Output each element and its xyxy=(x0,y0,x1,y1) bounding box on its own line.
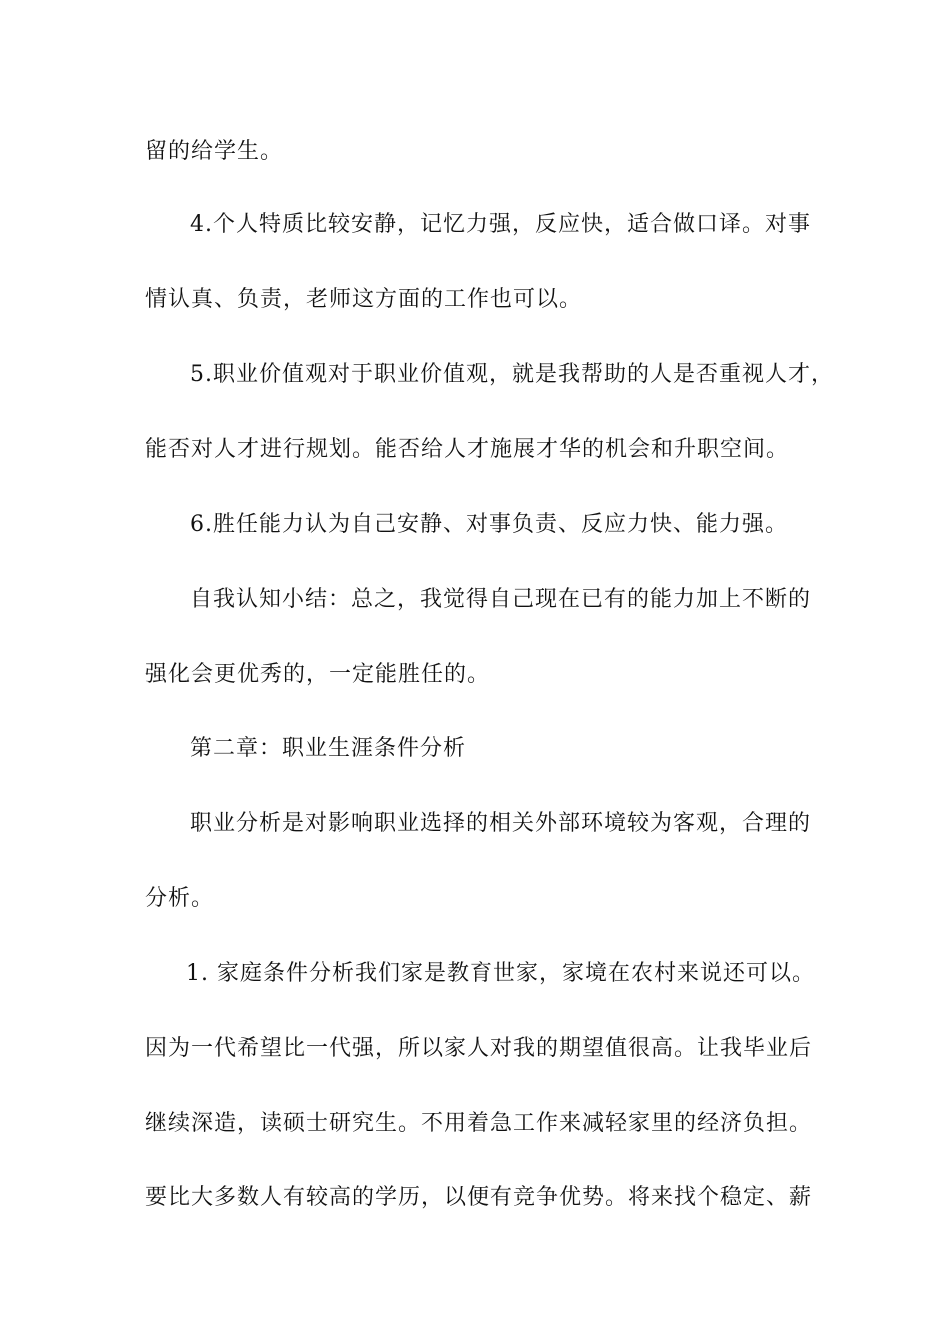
text-line-7: 自我认知小结：总之，我觉得自己现在已有的能力加上不断的 xyxy=(190,587,812,612)
text-line-8: 强化会更优秀的，一定能胜任的。 xyxy=(145,662,491,687)
text-line-6: 6.胜任能力认为自己安静、对事负责、反应力快、能力强。 xyxy=(190,512,788,537)
text-line-12: 1. 家庭条件分析我们家是教育世家，家境在农村来说还可以。 xyxy=(186,961,815,986)
text-line-4: 5.职业价值观对于职业价值观，就是我帮助的人是否重视人才， xyxy=(190,362,834,387)
text-line-11: 分析。 xyxy=(145,886,215,911)
chapter-heading: 第二章：职业生涯条件分析 xyxy=(190,736,467,761)
text-line-5: 能否对人才进行规划。能否给人才施展才华的机会和升职空间。 xyxy=(145,437,790,462)
text-line-2: 4.个人特质比较安静，记忆力强，反应快，适合做口译。对事 xyxy=(190,212,811,237)
text-line-15: 要比大多数人有较高的学历，以便有竞争优势。将来找个稳定、薪 xyxy=(145,1185,813,1210)
text-line-1: 留的给学生。 xyxy=(145,139,284,164)
text-line-13: 因为一代希望比一代强，所以家人对我的期望值很高。让我毕业后 xyxy=(145,1036,813,1061)
text-line-14: 继续深造，读硕士研究生。不用着急工作来减轻家里的经济负担。 xyxy=(145,1111,813,1136)
text-line-3: 情认真、负责，老师这方面的工作也可以。 xyxy=(145,287,583,312)
text-line-10: 职业分析是对影响职业选择的相关外部环境较为客观，合理的 xyxy=(190,811,812,836)
